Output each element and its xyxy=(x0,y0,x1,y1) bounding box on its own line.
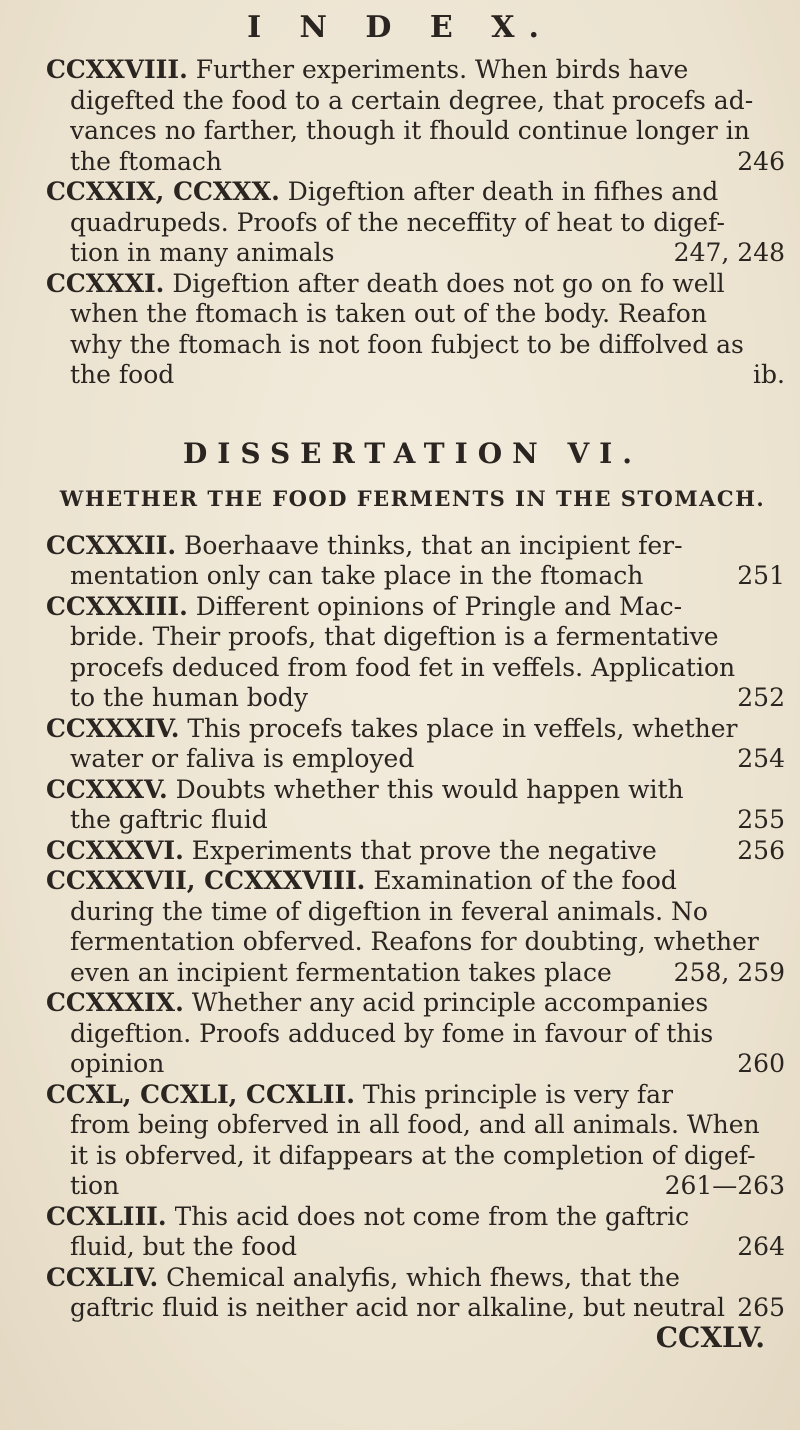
leader-space xyxy=(708,988,777,1019)
index-line xyxy=(40,1263,785,1294)
section-number: CCXLIII. xyxy=(46,1201,167,1231)
entry-text: Whether any acid principle accompanies xyxy=(191,988,709,1017)
index-line xyxy=(40,1110,785,1141)
leader-space xyxy=(756,1141,777,1172)
entry-text: digefted the food to a certain degree, that procefs ad- xyxy=(70,85,754,115)
leader-space xyxy=(164,1049,729,1080)
entry-text: why the ftomach is not foon fubject to be diffolved as xyxy=(70,329,744,359)
page-reference xyxy=(777,622,785,653)
leader-space xyxy=(744,330,777,361)
entry-text: fluid, but the food xyxy=(70,1232,298,1261)
index-line xyxy=(40,299,785,330)
index-line xyxy=(40,360,785,391)
page-reference xyxy=(777,1110,785,1141)
leader-space xyxy=(753,86,777,117)
index-line xyxy=(40,1019,785,1050)
index-line xyxy=(40,330,785,361)
leader-space xyxy=(735,653,777,684)
entry-text: the ftomach xyxy=(70,146,222,176)
leader-space xyxy=(719,622,777,653)
section-number: CCXXXII. xyxy=(46,530,177,560)
index-line xyxy=(40,866,785,897)
page-reference xyxy=(777,775,785,806)
entry-text: during the time of digeftion in feveral animals. No xyxy=(70,896,708,926)
entry-text: fermentation obferved. Reafons for doubting, whether xyxy=(70,927,759,956)
index-entry xyxy=(40,531,785,592)
leader-space xyxy=(643,561,729,592)
index-line xyxy=(40,1141,785,1172)
page-reference: 265 xyxy=(737,1293,785,1322)
page-reference xyxy=(777,1019,785,1050)
dissertation-title: DISSERTATION VI. xyxy=(182,436,643,470)
section-number: CCXXXIII. xyxy=(46,591,188,621)
section-number: CCXXXI. xyxy=(46,268,165,298)
index-line xyxy=(40,1232,785,1263)
section-number: CCXXXIV. xyxy=(46,713,180,743)
entry-text: This procefs takes place in veffels, whether xyxy=(187,713,738,743)
page-reference: 251 xyxy=(737,561,785,590)
page-reference xyxy=(777,86,785,117)
section-number: CCXL, CCXLI, CCXLII. xyxy=(46,1079,355,1109)
entry-text: Digeftion after death does not go on fo well xyxy=(172,268,725,298)
page-reference xyxy=(777,116,785,147)
index-line xyxy=(40,805,785,836)
index-entry xyxy=(40,836,785,867)
page-reference xyxy=(777,177,785,208)
page-reference xyxy=(777,1202,785,1233)
index-line xyxy=(40,683,785,714)
entry-text: the food xyxy=(70,360,175,389)
entry-text: tion in many animals xyxy=(70,238,335,267)
page-reference xyxy=(777,1263,785,1294)
page-reference xyxy=(777,531,785,562)
entry-text: This principle is very far xyxy=(362,1079,674,1109)
index-entry xyxy=(40,269,785,391)
index-line xyxy=(40,958,785,989)
page-reference xyxy=(777,1080,785,1111)
running-head: I N D E X. xyxy=(247,10,553,45)
index-line xyxy=(40,927,785,958)
index-line xyxy=(40,116,785,147)
page-reference xyxy=(777,897,785,928)
leader-space xyxy=(682,592,777,623)
leader-space xyxy=(222,147,729,178)
dissertation-subtitle: WHETHER THE FOOD FERMENTS IN THE STOMACH. xyxy=(59,485,766,511)
page-reference xyxy=(777,927,785,958)
page-reference: 261—263 xyxy=(664,1171,785,1200)
index-line xyxy=(40,1171,785,1202)
index-line xyxy=(40,897,785,928)
leader-space xyxy=(612,958,666,989)
leader-space xyxy=(268,805,730,836)
entry-text: digeftion. Proofs adduced by fome in favour of this xyxy=(70,1018,714,1048)
page-reference xyxy=(777,1141,785,1172)
index-line xyxy=(40,836,785,867)
index-line xyxy=(40,1293,785,1324)
entry-text: This acid does not come from the gaftric xyxy=(174,1201,690,1231)
index-line xyxy=(40,531,785,562)
entry-text: Doubts whether this would happen with xyxy=(175,774,684,804)
index-line xyxy=(40,86,785,117)
entry-text: Boerhaave thinks, that an incipient fer- xyxy=(184,530,683,560)
section-number: CCXXXV. xyxy=(46,774,168,804)
index-line xyxy=(40,55,785,86)
entry-text: it is obferved, it difappears at the completion of digef- xyxy=(70,1140,756,1170)
page-reference xyxy=(777,866,785,897)
index-section-a xyxy=(40,55,785,391)
index-line xyxy=(40,592,785,623)
index-line xyxy=(40,561,785,592)
index-entry xyxy=(40,866,785,988)
entry-text: from being obferved in all food, and all animals. When xyxy=(70,1110,760,1139)
section-number: CCXXVIII. xyxy=(46,55,188,84)
entry-text: even an incipient fermentation takes place xyxy=(70,957,612,987)
index-entry xyxy=(40,775,785,836)
entry-text: Further experiments. When birds have xyxy=(195,55,689,84)
leader-space xyxy=(725,208,777,239)
page-reference: 260 xyxy=(737,1049,785,1078)
page-reference: 254 xyxy=(737,744,785,773)
entry-text: vances no farther, though it fhould continue longer in xyxy=(70,116,750,145)
index-line xyxy=(40,238,785,269)
leader-space xyxy=(759,927,777,958)
leader-space xyxy=(683,531,777,562)
entry-text: procefs deduced from food fet in veffels. Application xyxy=(70,652,736,682)
index-section-b xyxy=(40,531,785,1324)
index-body xyxy=(40,55,785,1352)
page-reference xyxy=(777,269,785,300)
leader-space xyxy=(657,836,729,867)
leader-space xyxy=(684,775,777,806)
index-line xyxy=(40,653,785,684)
entry-text: water or faliva is employed xyxy=(70,744,415,773)
index-line xyxy=(40,622,785,653)
entry-text: Examination of the food xyxy=(373,866,677,895)
entry-text: tion xyxy=(70,1171,120,1200)
page-reference: 264 xyxy=(737,1232,785,1261)
entry-text: gaftric fluid is neither acid nor alkaline, but neutral xyxy=(70,1293,725,1322)
leader-space xyxy=(725,269,777,300)
page-reference xyxy=(777,714,785,745)
section-number: CCXXIX, CCXXX. xyxy=(46,177,280,206)
page-reference xyxy=(777,299,785,330)
leader-space xyxy=(738,714,778,745)
entry-text: the gaftric fluid xyxy=(70,805,268,834)
catchword: CCXLV. xyxy=(655,1320,765,1354)
index-entry xyxy=(40,1080,785,1202)
page-reference: 258, 259 xyxy=(673,957,785,987)
section-number: CCXXXIX. xyxy=(46,988,184,1017)
page-reference: 256 xyxy=(737,835,785,865)
index-line xyxy=(40,1202,785,1233)
leader-space xyxy=(689,1202,777,1233)
leader-space xyxy=(718,177,777,208)
page-reference: 255 xyxy=(737,805,785,834)
index-entry xyxy=(40,988,785,1080)
entry-text: Chemical analyfis, which fhews, that the xyxy=(166,1262,680,1292)
index-line xyxy=(40,177,785,208)
index-line xyxy=(40,1080,785,1111)
leader-space xyxy=(297,1232,729,1263)
leader-space xyxy=(174,360,745,391)
entry-text: Experiments that prove the negative xyxy=(191,835,657,865)
page-reference: 246 xyxy=(737,146,785,176)
index-line xyxy=(40,1049,785,1080)
leader-space xyxy=(673,1080,777,1111)
page-reference: ib. xyxy=(753,360,785,389)
index-line xyxy=(40,269,785,300)
index-line xyxy=(40,147,785,178)
leader-space xyxy=(713,1019,777,1050)
entry-text: Different opinions of Pringle and Mac- xyxy=(195,591,683,621)
entry-text: to the human body xyxy=(70,683,308,712)
page-reference xyxy=(777,55,785,86)
leader-space xyxy=(707,299,777,330)
index-line xyxy=(40,988,785,1019)
entry-text: when the ftomach is taken out of the body. Reafon xyxy=(70,299,707,328)
index-line xyxy=(40,714,785,745)
entry-text: quadrupeds. Proofs of the neceffity of heat to digef- xyxy=(70,207,725,237)
page-reference: 252 xyxy=(737,683,785,712)
leader-space xyxy=(414,744,729,775)
leader-space xyxy=(750,116,777,147)
index-line xyxy=(40,208,785,239)
index-line xyxy=(40,744,785,775)
page-reference xyxy=(777,330,785,361)
page-reference xyxy=(777,988,785,1019)
entry-text: bride. Their proofs, that digeftion is a fermentative xyxy=(70,622,719,651)
index-entry xyxy=(40,177,785,269)
leader-space xyxy=(119,1171,656,1202)
index-entry xyxy=(40,714,785,775)
leader-space xyxy=(680,1263,777,1294)
page-reference xyxy=(777,592,785,623)
page-reference xyxy=(777,653,785,684)
index-entry xyxy=(40,1202,785,1263)
section-number: CCXXXVII, CCXXXVIII. xyxy=(46,866,366,895)
leader-space xyxy=(677,866,777,897)
leader-space xyxy=(334,238,665,269)
section-number: CCXXXVI. xyxy=(46,835,184,865)
leader-space xyxy=(688,55,777,86)
leader-space xyxy=(760,1110,777,1141)
index-line xyxy=(40,775,785,806)
leader-space xyxy=(708,897,777,928)
index-entry xyxy=(40,592,785,714)
entry-text: mentation only can take place in the ftomach xyxy=(70,561,644,590)
index-entry xyxy=(40,55,785,177)
page-reference xyxy=(777,208,785,239)
leader-space xyxy=(308,683,729,714)
section-number: CCXLIV. xyxy=(46,1262,159,1292)
entry-text: Digeftion after death in fifhes and xyxy=(287,177,719,206)
page-reference: 247, 248 xyxy=(673,238,785,267)
entry-text: opinion xyxy=(70,1049,165,1078)
index-entry xyxy=(40,1263,785,1324)
